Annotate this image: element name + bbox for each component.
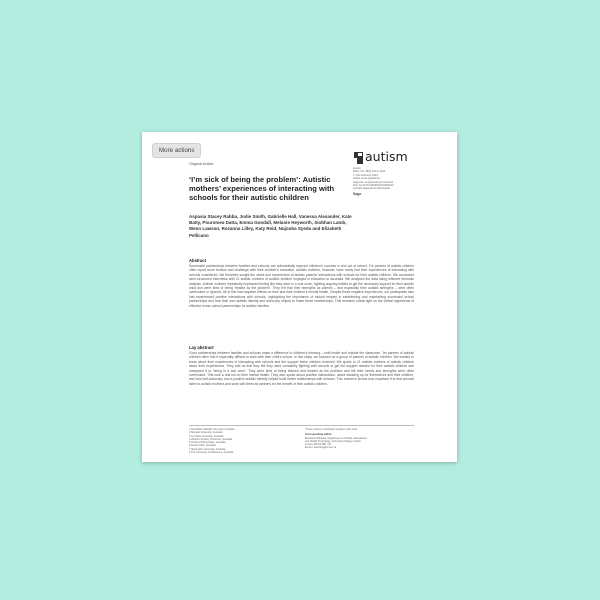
article-title: ‘I’m sick of being the problem’: Autistic mothers’ experiences of interacting with schools for their autistic children bbox=[189, 175, 335, 202]
journal-meta bbox=[353, 167, 413, 196]
autism-logo-icon bbox=[352, 150, 366, 166]
abstract-heading: Abstract bbox=[189, 258, 206, 263]
meta-line: © The Author(s) 2024 bbox=[353, 173, 378, 177]
document-page bbox=[142, 132, 457, 462]
affiliation-line: 4 Western Sydney University, Australia bbox=[189, 437, 232, 441]
article-type: Original Article bbox=[189, 162, 214, 166]
publisher-logo: Sage bbox=[353, 191, 362, 196]
more-actions-button[interactable]: More actions bbox=[152, 143, 201, 158]
footnote-divider bbox=[189, 425, 414, 426]
meta-line: Article reuse guidelines: bbox=[353, 177, 381, 181]
affiliation-line: 7 Macquarie University, Australia bbox=[189, 447, 226, 451]
corresponding-line: Elizabeth Pellicano, Department of Clinical, Educational bbox=[305, 436, 367, 440]
affiliation-line: 5 Positive Partnerships, Australia bbox=[189, 441, 226, 445]
lay-abstract-text: Good partnerships between families and schools make a difference to children’s learning – both inside and outside the classroom. Yet parents of autistic children often find it especially difficult to work with their child’s school. In this study, we focused on a group of parents of autistic children. We wanted to know about their experiences of interacting with schools and the support these children received. We spoke to 21 autistic mothers of autistic children about their experiences. They told us that they felt they were constantly fighting with schools to get the support needed for their autistic children and compared it to ‘being in a war zone’. They were tired of being blamed and treated as the problem and felt their needs and strengths were often overlooked. This took a real toll on their mental health. They also spoke about positive interactions, about standing up for themselves and their children, and how self-advocacy and a positive autistic identity helped build better relationships with schools. This research shows how important it is that schools listen to autistic mothers and work with them as partners for the benefit of their autistic children. bbox=[189, 351, 414, 386]
meta-line: 2024, Vol. 28(6) 1414–1429 bbox=[353, 170, 386, 174]
author-list: Aspasia Stacey Rabba, Jodie Smith, Gabrielle Hall, Vanessa Alexander, Kate Batty, Pouromea Datta, Emma Goodall, Melanie Heyworth, Siobhan Lamb, Wenn Lawson, Rozanna Lilley, Katy Reid, Nujooba Syeda and Elizabeth Pellicano bbox=[189, 214, 352, 238]
meta-line: sagepub.com/journals-permissions bbox=[353, 180, 394, 184]
meta-line: Autism bbox=[353, 167, 361, 170]
corresponding-line: London WC1E 6BT, UK. bbox=[305, 443, 332, 447]
corresponding-line: and Health Psychology, University College London, bbox=[305, 439, 362, 443]
journal-name: autism bbox=[365, 149, 408, 164]
corresponding-heading: Corresponding author: bbox=[305, 433, 333, 437]
meta-line: DOI: 10.1177/13623613231203222 bbox=[353, 184, 394, 188]
equal-contribution-note: *These authors contributed equally to this work. bbox=[305, 428, 358, 431]
corresponding-line: Email: l.pellicano@ucl.ac.uk bbox=[305, 446, 337, 450]
affiliation-line: 8 The University of Melbourne, Australia bbox=[189, 451, 234, 455]
abstract-text: Successful partnerships between families and schools can substantially improve children’s success in and out of school. For parents of autistic children often report more tension and challenge with their children’s education. Autistic mothers, however, have rarely had their experiences of interacting with schools considered. We therefore sought the views and experiences of autistic parents’ interactions with schools for their autistic children. We conducted semi-structured interviews with 21 autistic mothers of autistic children engaged in education in Australia. We analysed the data using reflexive thematic analysis. Autistic mothers repeatedly expressed feeling like they were in a ‘war zone’, fighting ongoing battles to get the necessary support for their autistic child and were tired of being ‘treated as the problem’. They felt that their strengths as parents – and especially their autistic strengths – were often overlooked or ignored. All of this had negative effects on their and their children’s mental health. Despite these negative experiences, our participants also had experienced positive interactions with schools, highlighting the importance of mutual respect in establishing and maintaining successful school partnerships and how their own autistic identity and advocacy helped to foster these relationships. This research sheds light on the critical ingredients of effective home–school partnerships for autistic families. bbox=[189, 264, 414, 308]
affiliation-line: 6 Autism CRC, Australia bbox=[189, 444, 216, 448]
corresponding-author bbox=[305, 428, 415, 450]
lay-abstract-heading: Lay abstract bbox=[189, 345, 214, 350]
affiliation-line: 3 La Trobe University, Australia bbox=[189, 434, 224, 438]
affiliation-line: 1 Australian Catholic University, Australia bbox=[189, 428, 235, 431]
affiliations bbox=[189, 428, 294, 454]
affiliation-line: 2 Monash University, Australia bbox=[189, 431, 223, 435]
meta-line: journals.sagepub.com/home/aut bbox=[353, 187, 390, 191]
